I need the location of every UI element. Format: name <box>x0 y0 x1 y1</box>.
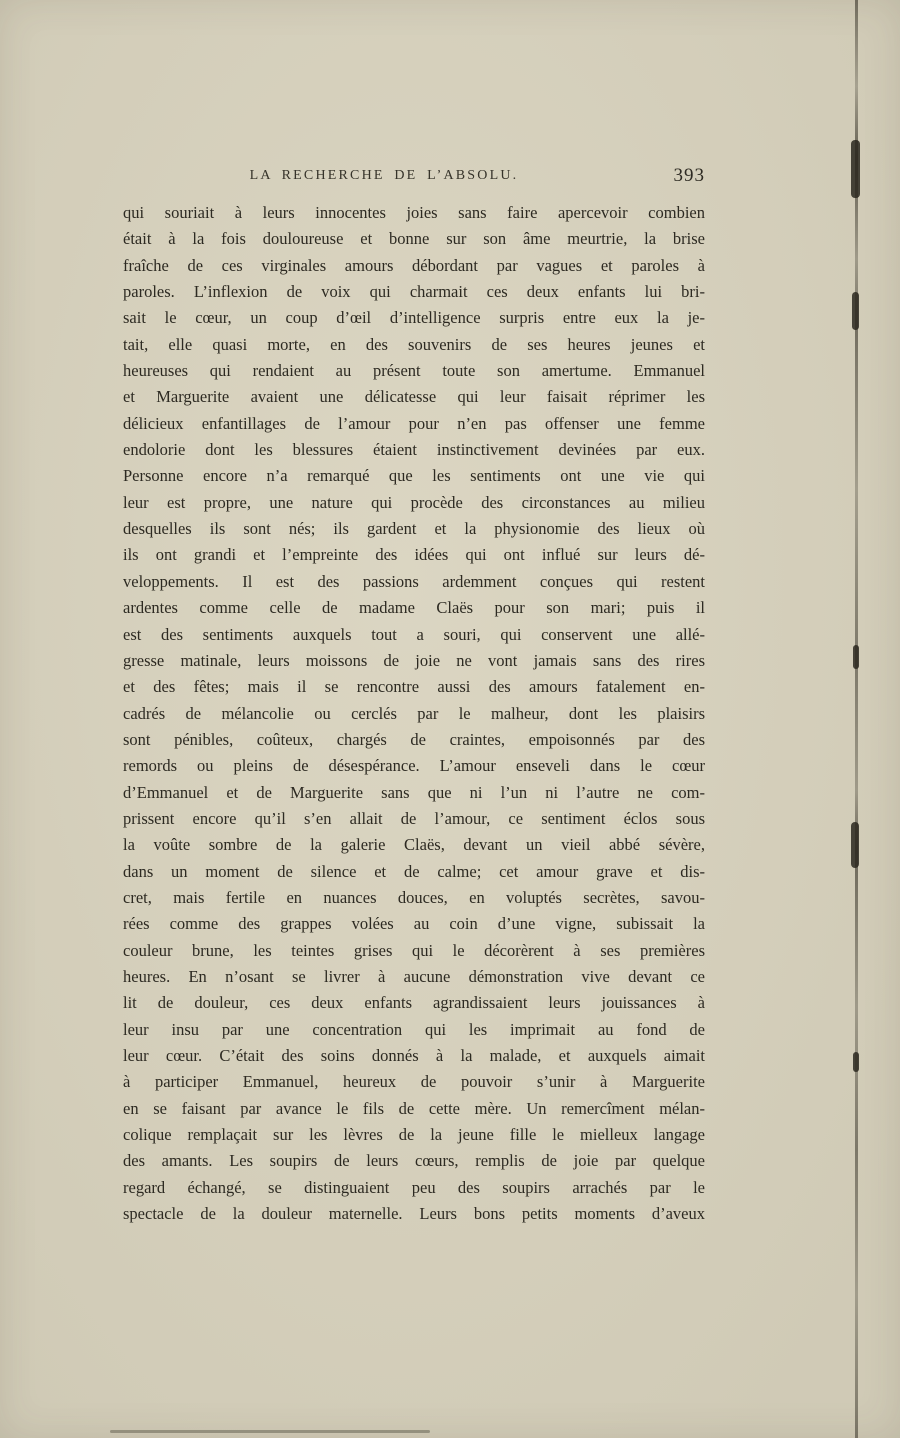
text-line: leur insu par une concentration qui les imprimait au fond de <box>123 1019 705 1039</box>
text-line: colique remplaçait sur les lèvres de la jeune fille le mielleux langage <box>123 1125 705 1145</box>
text-line: en se faisant par avance le fils de cette mère. Un remercîment mélan- <box>123 1098 705 1118</box>
text-line: leur cœur. C’était des soins donnés à la malade, et auxquels aimait <box>123 1046 705 1065</box>
text-line: ils ont grandi et l’empreinte des idées qui ont influé sur leurs dé- <box>123 545 705 565</box>
text-line: dans un moment de silence et de calme; cet amour grave et dis- <box>123 861 705 881</box>
text-line: sait le cœur, un coup d’œil d’intelligence surpris entre eux la je- <box>123 308 705 328</box>
text-line: qui souriait à leurs innocentes joies sans faire apercevoir combien <box>123 203 705 222</box>
text-line: veloppements. Il est des passions ardemment conçues qui restent <box>123 571 705 591</box>
scan-ink-mark <box>851 140 860 198</box>
scan-ink-mark <box>853 1052 859 1072</box>
text-line: la voûte sombre de la galerie Claës, devant un vieil abbé sévère, <box>123 835 705 855</box>
text-line: couleur brune, les teintes grises qui le décorèrent à ses premières <box>123 940 705 960</box>
text-line: tait, elle quasi morte, en des souvenirs de ses heures jeunes et <box>123 334 705 354</box>
scan-ink-mark <box>853 645 859 669</box>
text-line: gresse matinale, leurs moissons de joie ne vont jamais sans des rires <box>123 650 705 670</box>
scan-smudge <box>110 1430 430 1433</box>
text-line: à participer Emmanuel, heureux de pouvoir s’unir à Marguerite <box>123 1072 705 1092</box>
text-line: d’Emmanuel et de Marguerite sans que ni l’un ni l’autre ne com- <box>123 782 705 802</box>
text-line: ardentes comme celle de madame Claës pour son mari; puis il <box>123 598 705 618</box>
text-line: sont pénibles, coûteux, chargés de craintes, empoisonnés par des <box>123 729 705 749</box>
text-line: desquelles ils sont nés; ils gardent et la physionomie des lieux où <box>123 519 705 539</box>
text-line: rées comme des grappes volées au coin d’une vigne, subissait la <box>123 914 705 934</box>
running-title: LA RECHERCHE DE L’ABSOLU. <box>249 168 519 183</box>
text-line: regard échangé, se distinguaient peu des soupirs arrachés par le <box>123 1177 705 1197</box>
page-header <box>123 165 705 191</box>
text-line: des amants. Les soupirs de leurs cœurs, remplis de joie par quelque <box>123 1151 705 1171</box>
page-number: 393 <box>673 165 705 186</box>
text-line: cret, mais fertile en nuances douces, en voluptés secrètes, savou- <box>123 887 705 907</box>
text-line: cadrés de mélancolie ou cerclés par le malheur, dont les plaisirs <box>123 703 705 723</box>
scan-ink-mark <box>851 822 859 868</box>
text-line: endolorie dont les blessures étaient instinctivement devinées par eux. <box>123 440 705 460</box>
text-line: prissent encore qu’il s’en allait de l’amour, ce sentiment éclos sous <box>123 808 705 828</box>
page-body <box>123 200 705 1227</box>
text-line: remords ou pleins de désespérance. L’amour enseveli dans le cœur <box>123 756 705 776</box>
text-line: était à la fois douloureuse et bonne sur son âme meurtrie, la brise <box>123 229 705 249</box>
text-line: et Marguerite avaient une délicatesse qui leur faisait réprimer les <box>123 387 705 407</box>
text-line: fraîche de ces virginales amours débordant par vagues et paroles à <box>123 255 705 275</box>
text-line: lit de douleur, ces deux enfants agrandissaient leurs jouissances à <box>123 993 705 1013</box>
text-line: heures. En n’osant se livrer à aucune démonstration vive devant ce <box>123 966 705 986</box>
text-line: paroles. L’inflexion de voix qui charmait ces deux enfants lui bri- <box>123 282 705 302</box>
text-line: délicieux enfantillages de l’amour pour n’en pas offenser une femme <box>123 413 705 433</box>
page-edge-shadow <box>855 0 858 1438</box>
text-line: spectacle de la douleur maternelle. Leurs bons petits moments d’aveux <box>123 1204 705 1224</box>
text-line: est des sentiments auxquels tout a souri, qui conservent une allé- <box>123 624 705 644</box>
text-line: Personne encore n’a remarqué que les sentiments ont une vie qui <box>123 466 705 486</box>
text-line: leur est propre, une nature qui procède des circonstances au milieu <box>123 492 705 512</box>
text-line: heureuses qui rendaient au présent toute son amertume. Emmanuel <box>123 361 705 381</box>
text-line: et des fêtes; mais il se rencontre aussi des amours fatalement en- <box>123 677 705 697</box>
scan-ink-mark <box>852 292 859 330</box>
